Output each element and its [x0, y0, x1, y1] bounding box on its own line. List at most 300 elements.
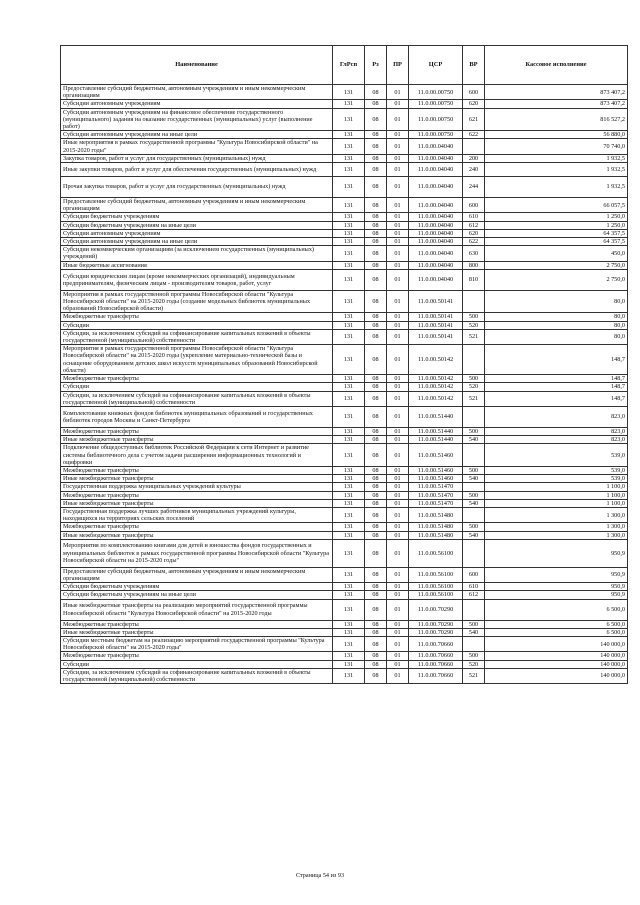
row-name: Субсидии автономным учреждениям на иные цели: [61, 131, 333, 139]
row-csr: 11.0.00.51460: [409, 444, 463, 467]
row-csr: 11.0.00.70290: [409, 599, 463, 620]
row-name: Субсидии бюджетным учреждениям на иные цели: [61, 221, 333, 229]
row-csr: 11.0.00.04040: [409, 269, 463, 290]
row-csr: 11.0.00.51440: [409, 406, 463, 427]
header-cash-execution: Кассовое исполнение: [485, 46, 628, 85]
table-row: [61, 567, 628, 582]
table-row: [61, 198, 628, 213]
row-rz: 08: [365, 313, 387, 321]
row-amount: 6 500,0: [485, 620, 628, 628]
row-vr: 500: [463, 652, 485, 660]
row-glrsp: 131: [333, 668, 365, 683]
row-csr: 11.0.00.56100: [409, 583, 463, 591]
row-glrsp: 131: [333, 628, 365, 636]
row-amount: 539,0: [485, 466, 628, 474]
table-row: [61, 154, 628, 162]
row-amount: 6 500,0: [485, 599, 628, 620]
row-glrsp: 131: [333, 221, 365, 229]
row-amount: 823,0: [485, 406, 628, 427]
row-amount: 66 057,5: [485, 198, 628, 213]
row-csr: 11.0.00.00750: [409, 100, 463, 108]
row-amount: 148,7: [485, 375, 628, 383]
row-name: Субсидии, за исключением субсидий на софинансирование капитальных вложений в объекты государственной (муниципальной) собственности: [61, 329, 333, 344]
row-rz: 08: [365, 229, 387, 237]
row-csr: 11.0.00.04040: [409, 139, 463, 154]
row-amount: 873 407,2: [485, 85, 628, 100]
row-amount: 1 300,0: [485, 523, 628, 531]
row-vr: 600: [463, 85, 485, 100]
table-row: [61, 221, 628, 229]
row-name: Иные межбюджетные трансферты на реализацию мероприятий государственной программы Новосибирской области "Культура Новосибирской области" на 2015-2020 годы: [61, 599, 333, 620]
row-amount: 450,0: [485, 246, 628, 261]
row-pr: 01: [387, 620, 409, 628]
row-glrsp: 131: [333, 238, 365, 246]
row-glrsp: 131: [333, 229, 365, 237]
table-row: [61, 507, 628, 522]
row-glrsp: 131: [333, 261, 365, 269]
row-amount: 950,9: [485, 591, 628, 599]
row-glrsp: 131: [333, 131, 365, 139]
row-vr: 540: [463, 628, 485, 636]
row-csr: 11.0.00.50142: [409, 383, 463, 391]
row-amount: 950,9: [485, 539, 628, 567]
row-vr: 500: [463, 523, 485, 531]
table-row: [61, 229, 628, 237]
row-amount: 140 000,0: [485, 660, 628, 668]
row-pr: 01: [387, 539, 409, 567]
row-rz: 08: [365, 591, 387, 599]
row-amount: 1 932,5: [485, 177, 628, 198]
row-amount: 70 740,0: [485, 139, 628, 154]
row-glrsp: 131: [333, 583, 365, 591]
row-glrsp: 131: [333, 154, 365, 162]
row-rz: 08: [365, 444, 387, 467]
row-vr: [463, 345, 485, 375]
row-csr: 11.0.00.70290: [409, 620, 463, 628]
row-pr: 01: [387, 499, 409, 507]
row-pr: 01: [387, 329, 409, 344]
row-pr: 01: [387, 652, 409, 660]
row-pr: 01: [387, 177, 409, 198]
row-amount: 1 250,0: [485, 213, 628, 221]
row-glrsp: 131: [333, 108, 365, 131]
row-pr: 01: [387, 85, 409, 100]
row-vr: 540: [463, 499, 485, 507]
row-pr: 01: [387, 163, 409, 177]
row-amount: 140 000,0: [485, 652, 628, 660]
row-pr: 01: [387, 261, 409, 269]
table-row: [61, 100, 628, 108]
row-name: Субсидии некоммерческим организациям (за исключением государственных (муниципальных) учреждений): [61, 246, 333, 261]
row-csr: 11.0.00.56100: [409, 539, 463, 567]
header-vr: ВР: [463, 46, 485, 85]
row-name: Иные межбюджетные трансферты: [61, 531, 333, 539]
row-pr: 01: [387, 406, 409, 427]
row-pr: 01: [387, 221, 409, 229]
row-csr: 11.0.00.00750: [409, 85, 463, 100]
row-amount: 1 100,0: [485, 491, 628, 499]
budget-table: [60, 45, 628, 684]
row-rz: 08: [365, 436, 387, 444]
row-vr: [463, 444, 485, 467]
row-glrsp: 131: [333, 391, 365, 406]
table-row: [61, 475, 628, 483]
row-pr: 01: [387, 131, 409, 139]
row-name: Межбюджетные трансферты: [61, 491, 333, 499]
row-csr: 11.0.00.50142: [409, 345, 463, 375]
row-csr: 11.0.00.70660: [409, 636, 463, 651]
row-amount: 64 357,5: [485, 238, 628, 246]
row-rz: 08: [365, 85, 387, 100]
row-amount: 1 250,0: [485, 221, 628, 229]
row-rz: 08: [365, 507, 387, 522]
row-rz: 08: [365, 375, 387, 383]
row-vr: 521: [463, 329, 485, 344]
row-glrsp: 131: [333, 436, 365, 444]
row-pr: 01: [387, 483, 409, 491]
row-rz: 08: [365, 499, 387, 507]
row-name: Межбюджетные трансферты: [61, 652, 333, 660]
row-vr: 500: [463, 427, 485, 435]
row-pr: 01: [387, 491, 409, 499]
row-vr: [463, 290, 485, 313]
row-pr: 01: [387, 198, 409, 213]
row-csr: 11.0.00.00750: [409, 108, 463, 131]
table-row: [61, 163, 628, 177]
row-name: Субсидии юридическим лицам (кроме некоммерческих организаций), индивидуальным предпринимателям, физическим лицам - производителям товаров, работ, услуг: [61, 269, 333, 290]
row-pr: 01: [387, 523, 409, 531]
row-glrsp: 131: [333, 85, 365, 100]
row-csr: 11.0.00.04040: [409, 238, 463, 246]
row-glrsp: 131: [333, 491, 365, 499]
row-pr: 01: [387, 436, 409, 444]
row-name: Субсидии местным бюджетам на реализацию мероприятий государственной программы "Культура Новосибирской области" на 2015-2020 годы": [61, 636, 333, 651]
row-rz: 08: [365, 383, 387, 391]
row-csr: 11.0.00.51470: [409, 499, 463, 507]
table-row: [61, 499, 628, 507]
row-name: Субсидии бюджетным учреждениям: [61, 213, 333, 221]
row-amount: 80,0: [485, 290, 628, 313]
row-rz: 08: [365, 261, 387, 269]
row-rz: 08: [365, 345, 387, 375]
row-rz: 08: [365, 668, 387, 683]
row-pr: 01: [387, 583, 409, 591]
table-row: [61, 660, 628, 668]
table-row: [61, 591, 628, 599]
row-pr: 01: [387, 375, 409, 383]
table-row: [61, 139, 628, 154]
row-vr: 622: [463, 238, 485, 246]
row-csr: 11.0.00.51460: [409, 466, 463, 474]
row-pr: 01: [387, 238, 409, 246]
row-rz: 08: [365, 475, 387, 483]
row-rz: 08: [365, 329, 387, 344]
row-glrsp: 131: [333, 591, 365, 599]
row-pr: 01: [387, 427, 409, 435]
row-name: Мероприятия по комплектованию книгами для детей и юношества фондов государственных и муниципальных библиотек в рамках государственной программы Новосибирской области "Культура Новосибирской области на 2015-2020 годы": [61, 539, 333, 567]
table-row: [61, 599, 628, 620]
row-name: Мероприятия в рамках государственной программы Новосибирской области "Культура Новосибирской области" на 2015-2020 годы (укрепление материально-технической базы и оснащение оборудованием детских школ искусств муниципальных образований Новосибирской области): [61, 345, 333, 375]
row-vr: 520: [463, 383, 485, 391]
row-vr: 540: [463, 436, 485, 444]
row-vr: 521: [463, 391, 485, 406]
row-amount: 1 100,0: [485, 499, 628, 507]
row-rz: 08: [365, 491, 387, 499]
header-pr: ПР: [387, 46, 409, 85]
row-csr: 11.0.00.04040: [409, 163, 463, 177]
row-pr: 01: [387, 100, 409, 108]
row-name: Субсидии бюджетным учреждениям на иные цели: [61, 591, 333, 599]
row-amount: 140 000,0: [485, 636, 628, 651]
row-csr: 11.0.00.04040: [409, 221, 463, 229]
row-name: Субсидии: [61, 321, 333, 329]
row-amount: 148,7: [485, 345, 628, 375]
row-pr: 01: [387, 321, 409, 329]
table-row: [61, 177, 628, 198]
row-csr: 11.0.00.56100: [409, 591, 463, 599]
row-rz: 08: [365, 139, 387, 154]
row-csr: 11.0.00.51470: [409, 483, 463, 491]
table-row: [61, 321, 628, 329]
row-pr: 01: [387, 246, 409, 261]
row-name: Субсидии автономным учреждениям на финансовое обеспечение государственного (муниципального) задания на оказание государственных (муниципальных) услуг (выполнение работ): [61, 108, 333, 131]
row-csr: 11.0.00.00750: [409, 131, 463, 139]
row-pr: 01: [387, 444, 409, 467]
row-vr: 500: [463, 313, 485, 321]
row-glrsp: 131: [333, 383, 365, 391]
row-rz: 08: [365, 483, 387, 491]
row-rz: 08: [365, 427, 387, 435]
table-row: [61, 269, 628, 290]
row-pr: 01: [387, 628, 409, 636]
row-vr: 540: [463, 475, 485, 483]
row-glrsp: 131: [333, 177, 365, 198]
row-vr: 610: [463, 583, 485, 591]
row-vr: 244: [463, 177, 485, 198]
table-row: [61, 583, 628, 591]
row-vr: 612: [463, 221, 485, 229]
row-amount: 1 300,0: [485, 507, 628, 522]
table-row: [61, 436, 628, 444]
row-name: Подключение общедоступных библиотек Российской Федерации к сети Интернет и развитие системы библиотечного дела с учетом задачи расширения информационных технологий и оцифровки: [61, 444, 333, 467]
row-pr: 01: [387, 591, 409, 599]
row-name: Иные закупки товаров, работ и услуг для обеспечения государственных (муниципальных) нужд: [61, 163, 333, 177]
table-row: [61, 290, 628, 313]
table-row: [61, 668, 628, 683]
row-glrsp: 131: [333, 499, 365, 507]
row-vr: 620: [463, 100, 485, 108]
header-glrsp: ГлРсп: [333, 46, 365, 85]
table-row: [61, 313, 628, 321]
row-pr: 01: [387, 213, 409, 221]
row-rz: 08: [365, 628, 387, 636]
row-name: Комплектование книжных фондов библиотек муниципальных образований и государственных библиотек городов Москвы и Санкт-Петербурга: [61, 406, 333, 427]
row-amount: 2 750,0: [485, 269, 628, 290]
row-vr: 630: [463, 246, 485, 261]
table-row: [61, 531, 628, 539]
row-rz: 08: [365, 466, 387, 474]
row-vr: 500: [463, 491, 485, 499]
row-name: Предоставление субсидий бюджетным, автономным учреждениям и иным некоммерческим организациям: [61, 85, 333, 100]
row-glrsp: 131: [333, 652, 365, 660]
row-csr: 11.0.00.51460: [409, 475, 463, 483]
row-csr: 11.0.00.50141: [409, 313, 463, 321]
row-glrsp: 131: [333, 329, 365, 344]
row-vr: 600: [463, 198, 485, 213]
row-name: Межбюджетные трансферты: [61, 375, 333, 383]
row-name: Межбюджетные трансферты: [61, 620, 333, 628]
row-csr: 11.0.00.04040: [409, 198, 463, 213]
row-vr: [463, 636, 485, 651]
row-name: Субсидии автономным учреждениям: [61, 229, 333, 237]
row-amount: 539,0: [485, 475, 628, 483]
row-vr: [463, 406, 485, 427]
row-csr: 11.0.00.51480: [409, 531, 463, 539]
row-amount: 140 000,0: [485, 668, 628, 683]
table-body: [61, 85, 628, 684]
row-amount: 1 100,0: [485, 483, 628, 491]
row-csr: 11.0.00.51440: [409, 427, 463, 435]
row-name: Иные межбюджетные трансферты: [61, 499, 333, 507]
row-pr: 01: [387, 636, 409, 651]
row-name: Субсидии: [61, 383, 333, 391]
row-csr: 11.0.00.50142: [409, 375, 463, 383]
row-csr: 11.0.00.56100: [409, 567, 463, 582]
row-name: Межбюджетные трансферты: [61, 523, 333, 531]
row-vr: 621: [463, 108, 485, 131]
row-amount: 80,0: [485, 313, 628, 321]
row-csr: 11.0.00.51470: [409, 491, 463, 499]
row-vr: 610: [463, 213, 485, 221]
row-vr: 620: [463, 229, 485, 237]
row-vr: 521: [463, 668, 485, 683]
row-rz: 08: [365, 539, 387, 567]
row-amount: 6 500,0: [485, 628, 628, 636]
row-name: Иные межбюджетные трансферты: [61, 475, 333, 483]
row-rz: 08: [365, 652, 387, 660]
row-name: Межбюджетные трансферты: [61, 427, 333, 435]
row-csr: 11.0.00.04040: [409, 246, 463, 261]
row-rz: 08: [365, 406, 387, 427]
row-name: Межбюджетные трансферты: [61, 466, 333, 474]
row-vr: 500: [463, 375, 485, 383]
table-row: [61, 483, 628, 491]
row-glrsp: 131: [333, 139, 365, 154]
row-glrsp: 131: [333, 475, 365, 483]
row-rz: 08: [365, 636, 387, 651]
row-pr: 01: [387, 660, 409, 668]
row-amount: 950,9: [485, 567, 628, 582]
row-pr: 01: [387, 466, 409, 474]
row-rz: 08: [365, 523, 387, 531]
row-rz: 08: [365, 567, 387, 582]
row-name: Межбюджетные трансферты: [61, 313, 333, 321]
row-glrsp: 131: [333, 636, 365, 651]
row-pr: 01: [387, 599, 409, 620]
row-glrsp: 131: [333, 321, 365, 329]
row-vr: 800: [463, 261, 485, 269]
row-amount: 64 357,5: [485, 229, 628, 237]
row-rz: 08: [365, 531, 387, 539]
row-rz: 08: [365, 391, 387, 406]
row-vr: 520: [463, 660, 485, 668]
row-rz: 08: [365, 221, 387, 229]
row-pr: 01: [387, 139, 409, 154]
table-row: [61, 246, 628, 261]
table-row: [61, 491, 628, 499]
row-amount: 823,0: [485, 436, 628, 444]
row-vr: 500: [463, 466, 485, 474]
table-row: [61, 444, 628, 467]
row-rz: 08: [365, 131, 387, 139]
row-pr: 01: [387, 229, 409, 237]
table-header-row: [61, 46, 628, 85]
row-csr: 11.0.00.04040: [409, 177, 463, 198]
row-glrsp: 131: [333, 100, 365, 108]
row-pr: 01: [387, 567, 409, 582]
row-rz: 08: [365, 100, 387, 108]
row-pr: 01: [387, 154, 409, 162]
row-pr: 01: [387, 475, 409, 483]
row-rz: 08: [365, 198, 387, 213]
row-rz: 08: [365, 290, 387, 313]
row-amount: 539,0: [485, 444, 628, 467]
row-pr: 01: [387, 507, 409, 522]
row-amount: 56 880,0: [485, 131, 628, 139]
row-glrsp: 131: [333, 406, 365, 427]
row-csr: 11.0.00.50142: [409, 391, 463, 406]
row-vr: 622: [463, 131, 485, 139]
page-number: Страница 54 из 93: [295, 872, 345, 879]
row-name: Субсидии автономным учреждениям: [61, 100, 333, 108]
row-pr: 01: [387, 290, 409, 313]
row-amount: 80,0: [485, 321, 628, 329]
row-pr: 01: [387, 345, 409, 375]
row-pr: 01: [387, 531, 409, 539]
row-csr: 11.0.00.50141: [409, 329, 463, 344]
row-glrsp: 131: [333, 375, 365, 383]
row-rz: 08: [365, 154, 387, 162]
row-rz: 08: [365, 163, 387, 177]
header-csr: ЦСР: [409, 46, 463, 85]
row-name: Мероприятия в рамках государственной программы Новосибирской области "Культура Новосибирской области" на 2015-2020 годы (создание модельных библиотек муниципальных образований Новосибирской области): [61, 290, 333, 313]
row-name: Закупка товаров, работ и услуг для государственных (муниципальных) нужд: [61, 154, 333, 162]
row-csr: 11.0.00.04040: [409, 213, 463, 221]
document-page: [60, 45, 627, 684]
row-glrsp: 131: [333, 246, 365, 261]
row-vr: [463, 483, 485, 491]
row-vr: 200: [463, 154, 485, 162]
header-rz: Рз: [365, 46, 387, 85]
row-amount: 950,9: [485, 583, 628, 591]
row-csr: 11.0.00.50141: [409, 321, 463, 329]
table-row: [61, 131, 628, 139]
row-csr: 11.0.00.70660: [409, 652, 463, 660]
row-name: Субсидии, за исключением субсидий на софинансирование капитальных вложений в объекты государственной (муниципальной) собственности: [61, 391, 333, 406]
table-row: [61, 652, 628, 660]
table-row: [61, 391, 628, 406]
table-row: [61, 375, 628, 383]
row-rz: 08: [365, 321, 387, 329]
table-row: [61, 620, 628, 628]
row-rz: 08: [365, 660, 387, 668]
row-amount: 823,0: [485, 427, 628, 435]
table-row: [61, 261, 628, 269]
row-vr: 240: [463, 163, 485, 177]
row-csr: 11.0.00.51480: [409, 523, 463, 531]
row-glrsp: 131: [333, 567, 365, 582]
row-amount: 80,0: [485, 329, 628, 344]
